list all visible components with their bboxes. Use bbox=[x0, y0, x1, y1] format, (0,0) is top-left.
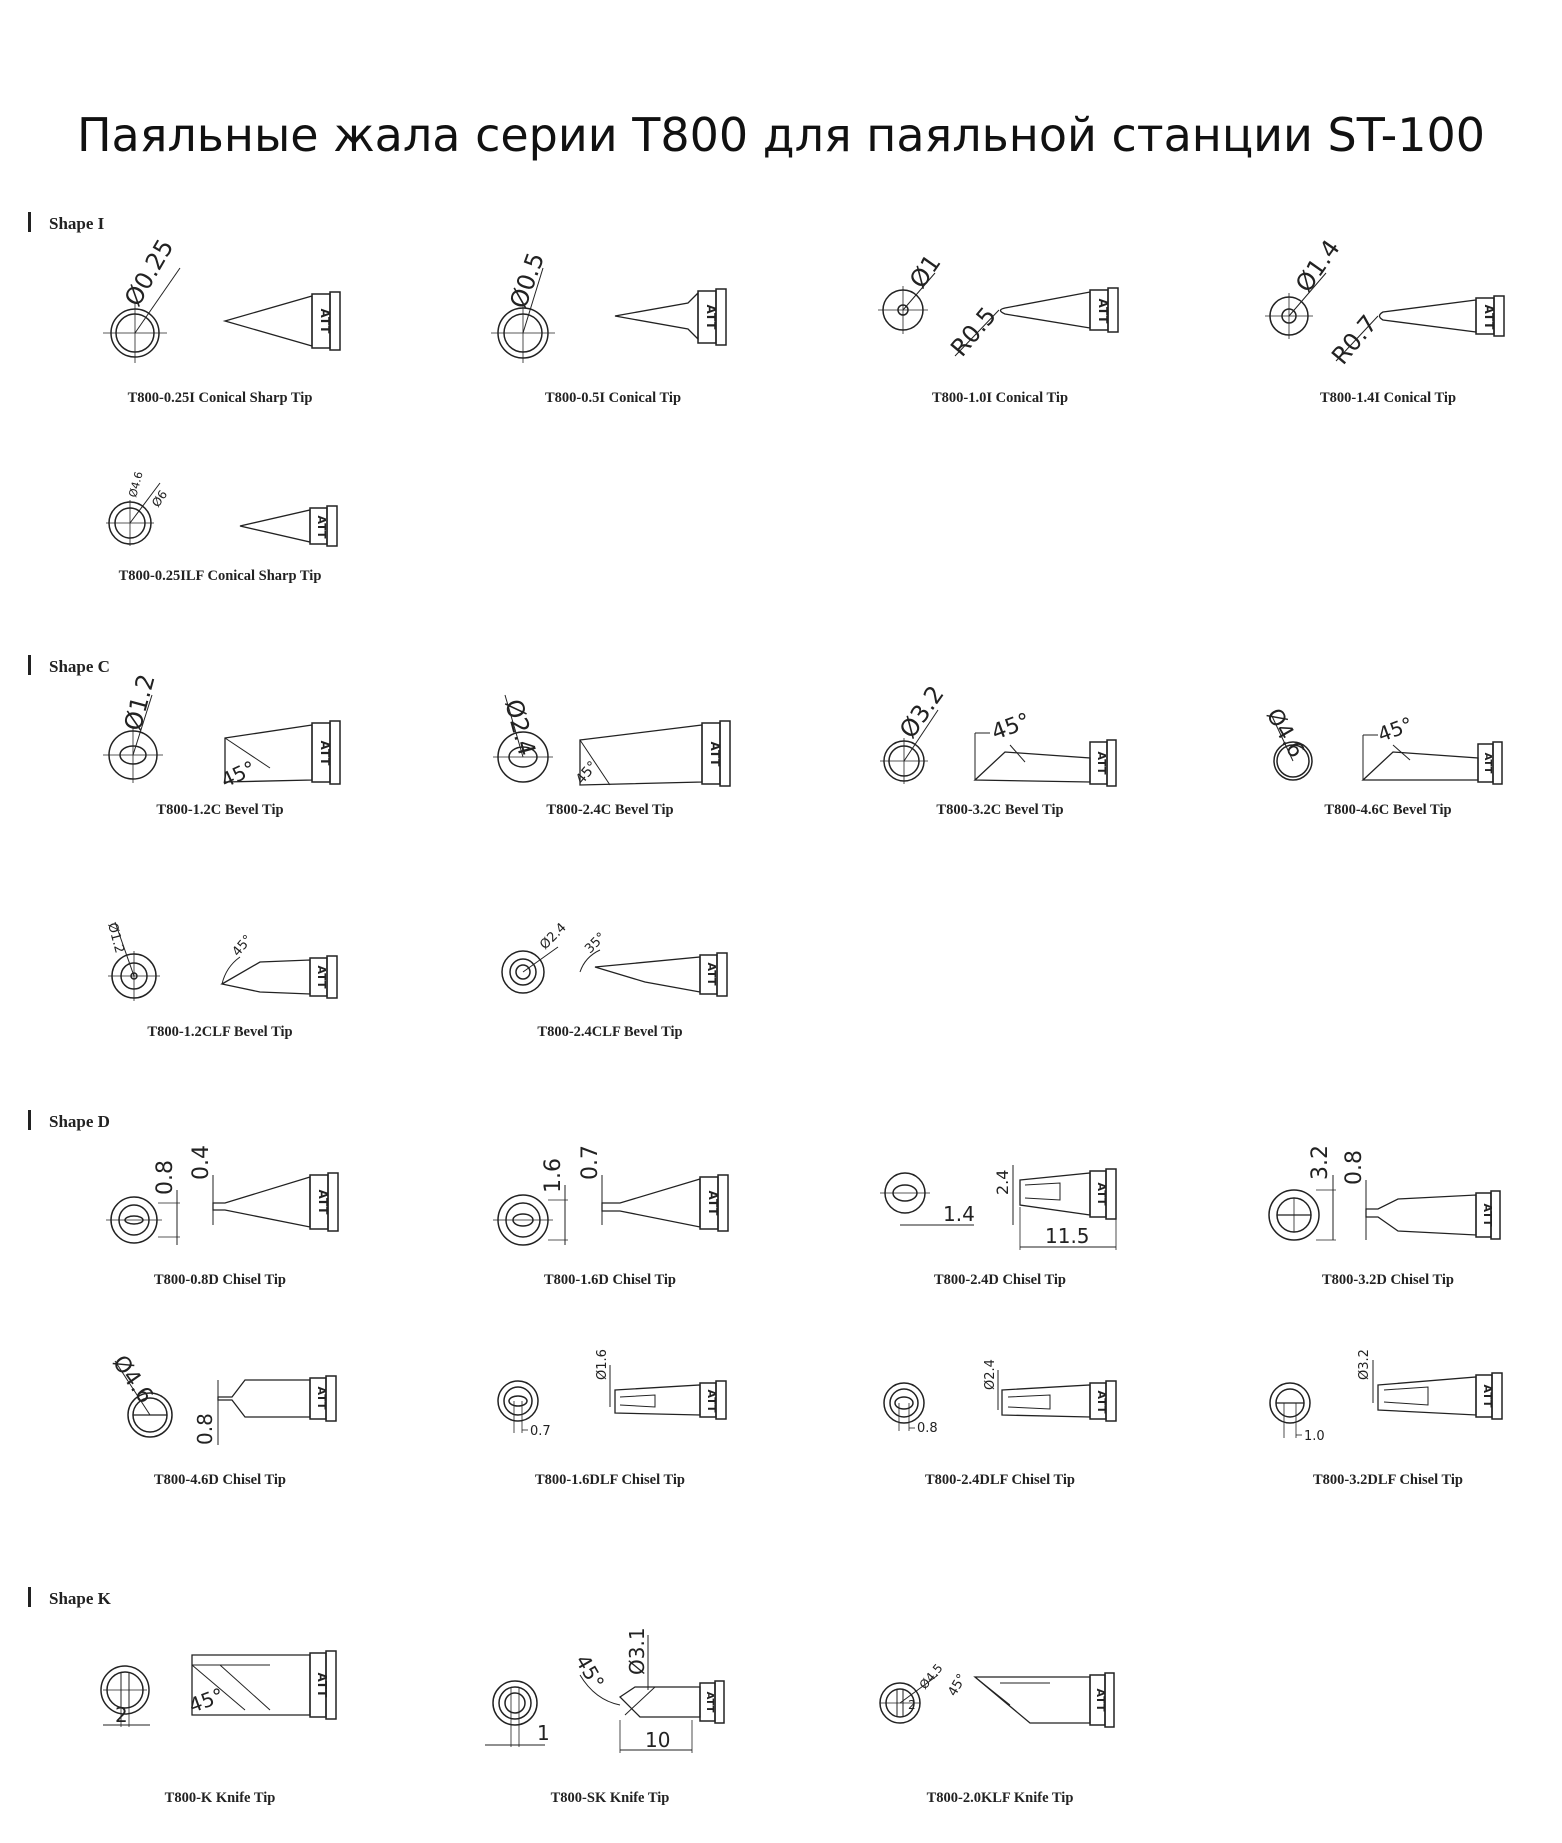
tip-card bbox=[70, 234, 370, 438]
tip-card bbox=[1238, 234, 1538, 438]
tip-drawing bbox=[70, 671, 370, 820]
att-logo: ATT bbox=[316, 1189, 330, 1215]
tip-caption: T800-1.4I Conical Tip bbox=[1319, 390, 1457, 406]
page-title: Паяльные жала серии T800 для паяльной станции ST-100 bbox=[76, 108, 1486, 162]
att-logo: ATT bbox=[1482, 752, 1493, 774]
tip-card bbox=[460, 902, 760, 1092]
tip-drawing bbox=[850, 1135, 1150, 1275]
dim-label: 35° bbox=[582, 929, 610, 957]
tip-card bbox=[70, 1335, 370, 1525]
dim-label: 11.5 bbox=[1045, 1224, 1090, 1248]
dim-label: Ø0.5 bbox=[504, 248, 551, 313]
section-heading-shape-d bbox=[28, 1110, 110, 1132]
tip-drawing bbox=[460, 1135, 760, 1275]
tip-caption: T800-2.0KLF Knife Tip bbox=[926, 1790, 1074, 1806]
dim-label: 2 bbox=[115, 1703, 128, 1727]
att-logo: ATT bbox=[1094, 1688, 1107, 1712]
section-label: Shape K bbox=[49, 1589, 111, 1608]
tip-card bbox=[460, 1335, 760, 1525]
tip-card bbox=[850, 680, 1150, 870]
dim-label: 0.7 bbox=[578, 1145, 603, 1180]
tip-card bbox=[1238, 680, 1538, 870]
dim-label: 0.8 bbox=[193, 1413, 217, 1445]
dim-label: 10 bbox=[645, 1728, 671, 1752]
tip-caption: T800-2.4DLF Chisel Tip bbox=[925, 1472, 1075, 1488]
section-heading-shape-c bbox=[28, 655, 110, 677]
att-logo: ATT bbox=[1095, 1390, 1108, 1414]
dim-label: Ø1 bbox=[903, 249, 947, 294]
tip-card bbox=[850, 1135, 1150, 1325]
section-bar bbox=[28, 212, 31, 232]
dim-label: 0.8 bbox=[1342, 1150, 1367, 1185]
tip-caption: T800-0.25ILF Conical Sharp Tip bbox=[118, 568, 322, 584]
att-logo: ATT bbox=[318, 308, 332, 334]
dim-label: Ø3.2 bbox=[893, 680, 950, 744]
att-logo: ATT bbox=[315, 965, 328, 989]
dim-label: 0.4 bbox=[189, 1145, 214, 1180]
tip-drawing bbox=[460, 680, 760, 820]
tip-card bbox=[70, 1135, 370, 1325]
tip-card bbox=[850, 1615, 1150, 1805]
dim-label: 1.6 bbox=[541, 1158, 566, 1193]
dim-label: 45° bbox=[572, 758, 602, 788]
dim-label: Ø3.2 bbox=[1357, 1349, 1372, 1380]
tip-caption: T800-1.2CLF Bevel Tip bbox=[147, 1024, 293, 1040]
section-label: Shape I bbox=[49, 214, 105, 233]
tip-card bbox=[850, 1335, 1150, 1525]
tip-drawing bbox=[460, 1335, 760, 1475]
dim-label: 45° bbox=[216, 755, 260, 793]
tip-caption: T800-0.25I Conical Sharp Tip bbox=[127, 390, 313, 406]
tip-drawing bbox=[70, 1615, 370, 1755]
dim-label: 45° bbox=[570, 1650, 610, 1694]
tip-drawing bbox=[70, 1335, 370, 1475]
att-logo: ATT bbox=[315, 1672, 329, 1698]
dim-label: Ø2.4 bbox=[537, 920, 570, 953]
dim-label: 45° bbox=[988, 708, 1034, 746]
tip-drawing bbox=[850, 1615, 1150, 1755]
section-heading-shape-i bbox=[28, 212, 104, 234]
dim-label: Ø3.1 bbox=[625, 1627, 649, 1675]
dim-label: 0.7 bbox=[530, 1424, 551, 1439]
att-logo: ATT bbox=[1095, 1182, 1108, 1206]
att-logo: ATT bbox=[1095, 751, 1108, 775]
tip-caption: T800-4.6C Bevel Tip bbox=[1324, 802, 1452, 818]
dim-label: Ø4.6 bbox=[107, 1351, 158, 1409]
att-logo: ATT bbox=[706, 1190, 720, 1216]
dim-label: R0.5 bbox=[945, 301, 1002, 362]
tip-drawing bbox=[70, 468, 370, 608]
dim-label: Ø4.6 bbox=[126, 470, 146, 499]
tip-drawing bbox=[70, 234, 370, 388]
tip-caption: T800-1.6DLF Chisel Tip bbox=[535, 1472, 685, 1488]
tip-card bbox=[70, 671, 370, 870]
section-bar bbox=[28, 655, 31, 675]
tip-card bbox=[1238, 1335, 1538, 1525]
tip-drawing bbox=[460, 1615, 760, 1755]
tip-caption: T800-1.2C Bevel Tip bbox=[156, 802, 284, 818]
tip-drawing bbox=[70, 1135, 370, 1275]
dim-label: R0.7 bbox=[1326, 309, 1383, 370]
tip-card bbox=[70, 468, 370, 658]
dim-label: 2.4 bbox=[993, 1169, 1012, 1195]
dim-label: 45° bbox=[1374, 712, 1417, 747]
tip-caption: T800-2.4C Bevel Tip bbox=[546, 802, 674, 818]
section-bar bbox=[28, 1110, 31, 1130]
section-label: Shape D bbox=[49, 1112, 110, 1131]
dim-label: Ø2.4 bbox=[499, 696, 542, 759]
tip-drawing bbox=[850, 680, 1150, 820]
tip-card bbox=[460, 1135, 760, 1325]
dim-label: Ø6 bbox=[148, 487, 171, 510]
tip-card bbox=[460, 1615, 760, 1805]
tip-drawing bbox=[70, 902, 370, 1042]
tip-caption: T800-1.6D Chisel Tip bbox=[543, 1272, 676, 1288]
att-logo: ATT bbox=[705, 1389, 718, 1413]
tip-caption: T800-3.2C Bevel Tip bbox=[936, 802, 1064, 818]
tip-card bbox=[70, 1615, 370, 1805]
dim-label: Ø1.4 bbox=[1289, 234, 1346, 298]
tip-drawing bbox=[463, 248, 763, 388]
att-logo: ATT bbox=[1481, 1384, 1494, 1408]
tip-caption: T800-K Knife Tip bbox=[164, 1790, 276, 1806]
tip-caption: T800-0.8D Chisel Tip bbox=[153, 1272, 286, 1288]
tip-drawing bbox=[1238, 680, 1538, 820]
att-logo: ATT bbox=[704, 1691, 715, 1713]
dim-label: 45° bbox=[945, 1671, 970, 1699]
dim-label: Ø4.5 bbox=[916, 1661, 946, 1692]
dim-label: Ø1.2 bbox=[104, 921, 127, 955]
dim-label: Ø1.6 bbox=[595, 1349, 610, 1380]
tip-drawing bbox=[850, 248, 1150, 388]
tip-caption: T800-4.6D Chisel Tip bbox=[153, 1472, 286, 1488]
att-logo: ATT bbox=[704, 304, 718, 330]
att-logo: ATT bbox=[708, 741, 722, 767]
att-logo: ATT bbox=[1481, 1203, 1494, 1227]
tip-drawing bbox=[460, 902, 760, 1042]
dim-label: Ø0.25 bbox=[118, 234, 180, 311]
tip-caption: T800-2.4D Chisel Tip bbox=[933, 1272, 1066, 1288]
att-logo: ATT bbox=[1482, 304, 1496, 330]
dim-label: 45° bbox=[229, 932, 256, 960]
dim-label: Ø4.6 bbox=[1260, 704, 1309, 763]
tip-drawing bbox=[1238, 1335, 1538, 1475]
dim-label: 0.8 bbox=[153, 1160, 178, 1195]
dim-label: 1.0 bbox=[1304, 1429, 1325, 1444]
tip-caption: T800-2.4CLF Bevel Tip bbox=[537, 1024, 683, 1040]
att-logo: ATT bbox=[1096, 298, 1110, 324]
dim-label: 2 bbox=[908, 1698, 916, 1712]
dim-label: 3.2 bbox=[1308, 1145, 1333, 1180]
tip-drawing bbox=[1238, 1135, 1538, 1275]
section-bar bbox=[28, 1587, 31, 1607]
tip-caption: T800-3.2DLF Chisel Tip bbox=[1313, 1472, 1463, 1488]
tip-caption: T800-3.2D Chisel Tip bbox=[1321, 1272, 1454, 1288]
tip-card bbox=[460, 680, 760, 870]
att-logo: ATT bbox=[315, 515, 328, 539]
section-label: Shape C bbox=[49, 657, 110, 676]
dim-label: 1.4 bbox=[943, 1202, 975, 1226]
dim-label: 45° bbox=[185, 1683, 228, 1718]
section-heading-shape-k bbox=[28, 1587, 111, 1609]
att-logo: ATT bbox=[705, 962, 718, 986]
tip-caption: T800-0.5I Conical Tip bbox=[544, 390, 682, 406]
tip-drawing bbox=[850, 1335, 1150, 1475]
tip-caption: T800-SK Knife Tip bbox=[550, 1790, 670, 1806]
dim-label: Ø1.2 bbox=[118, 671, 161, 734]
dim-label: 1 bbox=[537, 1721, 550, 1745]
tip-card bbox=[850, 248, 1150, 438]
att-logo: ATT bbox=[318, 740, 332, 766]
tip-card bbox=[70, 902, 370, 1092]
tip-card bbox=[1238, 1135, 1538, 1325]
tip-card bbox=[463, 248, 763, 438]
dim-label: 0.8 bbox=[917, 1421, 938, 1436]
dim-label: Ø2.4 bbox=[983, 1359, 998, 1390]
tip-drawing bbox=[1238, 234, 1538, 388]
att-logo: ATT bbox=[315, 1386, 328, 1410]
tip-caption: T800-1.0I Conical Tip bbox=[931, 390, 1069, 406]
